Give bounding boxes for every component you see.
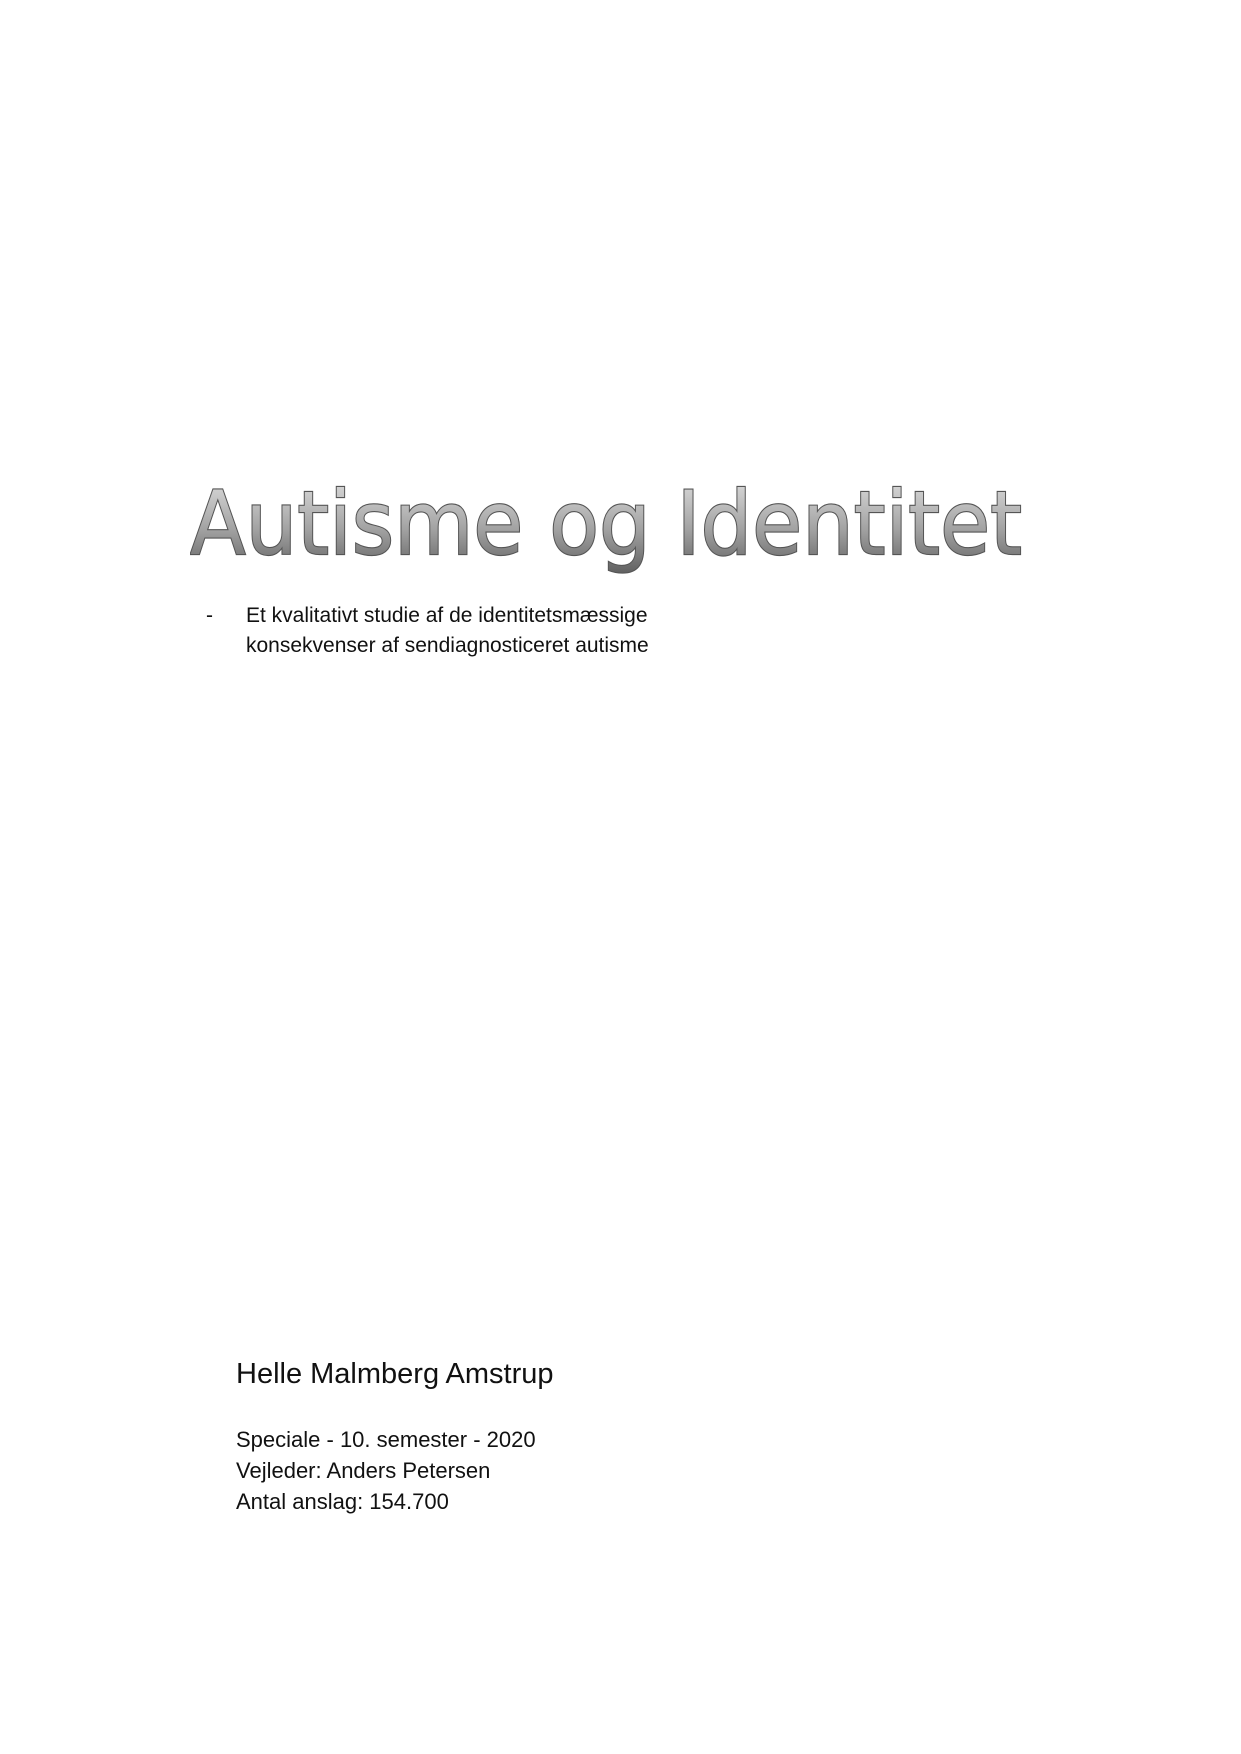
title-graphic: [190, 462, 1070, 582]
subtitle-line: konsekvenser af sendiagnosticeret autisme: [246, 634, 649, 657]
meta-supervisor: Vejleder: Anders Petersen: [236, 1458, 491, 1483]
title-block: [190, 462, 1070, 582]
subtitle-lines: [246, 601, 806, 661]
document-title: Autisme og Identitet: [190, 472, 1022, 575]
author-name: Helle Malmberg Amstrup: [236, 1358, 554, 1390]
meta-semester: Speciale - 10. semester - 2020: [236, 1427, 536, 1452]
meta-character-count: Antal anslag: 154.700: [236, 1489, 449, 1514]
subtitle-dash: -: [206, 604, 213, 627]
subtitle-line: Et kvalitativt studie af de identitetsmæssige: [246, 604, 648, 627]
thesis-meta: [236, 1424, 536, 1517]
